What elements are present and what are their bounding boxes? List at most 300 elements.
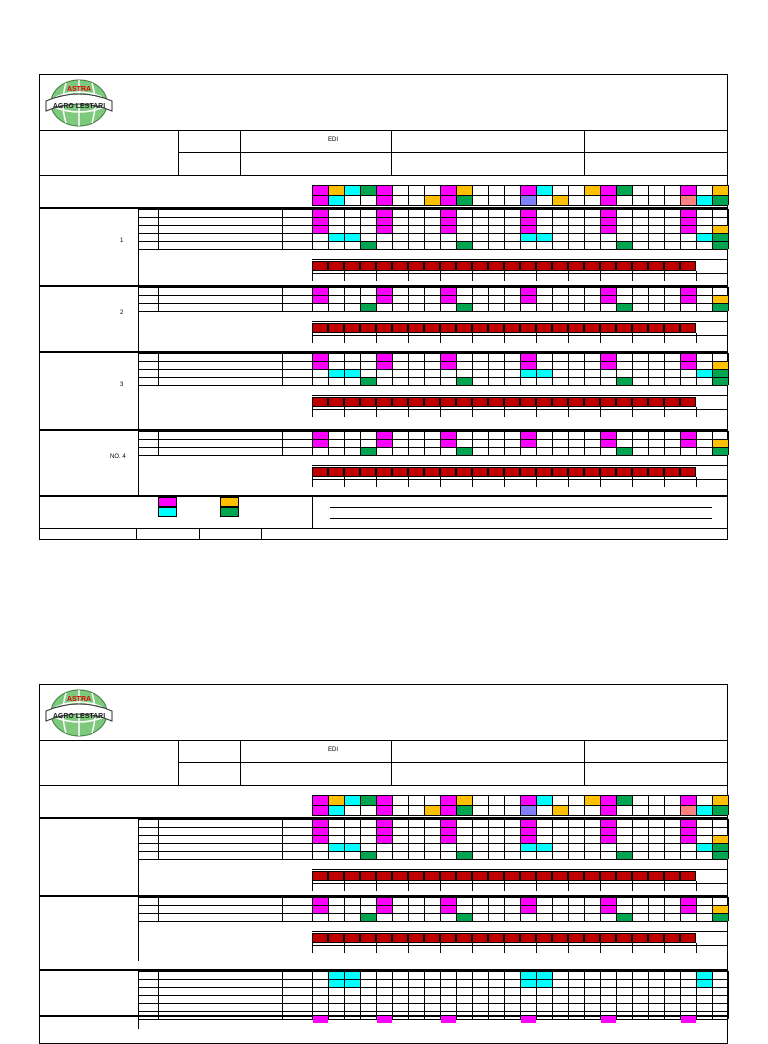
red-bar-cell — [584, 397, 600, 407]
red-bar-cell — [360, 323, 376, 333]
red-bar-cell — [632, 467, 648, 477]
schedule-cell — [537, 234, 552, 241]
red-bar-cell — [664, 467, 680, 477]
red-bar-cell — [456, 261, 472, 271]
schedule-cell — [601, 288, 616, 295]
schedule-cell — [601, 828, 616, 835]
red-bar-cell — [584, 871, 600, 881]
schedule-cell — [313, 186, 328, 195]
schedule-cell — [537, 186, 552, 195]
red-bar-cell — [456, 871, 472, 881]
legend-cyan — [158, 507, 177, 517]
schedule-cell — [377, 906, 392, 913]
red-bar-cell — [504, 397, 520, 407]
schedule-cell — [601, 362, 616, 369]
schedule-cell — [713, 370, 728, 377]
schedule-cell — [521, 432, 536, 439]
schedule-cell — [521, 354, 536, 361]
schedule-cell — [377, 440, 392, 447]
schedule-cell — [361, 448, 376, 455]
red-bar-cell — [504, 467, 520, 477]
red-bar-cell — [424, 323, 440, 333]
schedule-cell — [713, 196, 728, 205]
red-bar-cell — [680, 261, 696, 271]
red-bar-cell — [392, 467, 408, 477]
red-bar-cell — [376, 323, 392, 333]
schedule-cell — [601, 796, 616, 805]
logo-text-astra: ASTRA — [66, 86, 92, 93]
schedule-sheet-1 — [39, 74, 728, 540]
red-bar-cell — [568, 933, 584, 943]
schedule-cell — [521, 196, 536, 205]
red-bar-cell — [408, 933, 424, 943]
schedule-cell — [329, 234, 344, 241]
schedule-cell — [521, 234, 536, 241]
red-bar-cell — [552, 933, 568, 943]
red-bar-cell — [360, 261, 376, 271]
schedule-cell — [377, 354, 392, 361]
schedule-cell — [441, 898, 456, 905]
schedule-cell — [441, 362, 456, 369]
red-bar-cell — [472, 933, 488, 943]
schedule-cell — [441, 440, 456, 447]
red-bar-cell — [488, 397, 504, 407]
red-bar-cell — [328, 467, 344, 477]
schedule-cell — [361, 378, 376, 385]
red-bar-cell — [504, 871, 520, 881]
schedule-cell — [377, 196, 392, 205]
schedule-cell — [329, 186, 344, 195]
schedule-cell — [521, 1016, 536, 1023]
red-bar-cell — [536, 467, 552, 477]
red-bar-cell — [392, 933, 408, 943]
schedule-cell — [617, 796, 632, 805]
red-bar-cell — [392, 397, 408, 407]
red-bar-cell — [520, 397, 536, 407]
schedule-cell — [681, 218, 696, 225]
red-bar-cell — [600, 467, 616, 477]
red-bar-cell — [632, 871, 648, 881]
red-bar-cell — [568, 871, 584, 881]
schedule-cell — [457, 378, 472, 385]
schedule-cell — [329, 806, 344, 815]
red-bar-cell — [312, 261, 328, 271]
red-bar-cell — [648, 933, 664, 943]
schedule-cell — [617, 304, 632, 311]
red-bar-cell — [376, 467, 392, 477]
red-bar-cell — [344, 261, 360, 271]
schedule-cell — [441, 226, 456, 233]
red-bar-cell — [568, 323, 584, 333]
red-bar-cell — [488, 261, 504, 271]
schedule-cell — [521, 844, 536, 851]
schedule-cell — [553, 196, 568, 205]
schedule-cell — [441, 218, 456, 225]
red-bar-cell — [664, 397, 680, 407]
red-bar-cell — [408, 871, 424, 881]
schedule-cell — [713, 796, 728, 805]
schedule-cell — [601, 806, 616, 815]
red-bar-cell — [536, 933, 552, 943]
schedule-cell — [521, 370, 536, 377]
red-bar-cell — [504, 323, 520, 333]
red-bar-cell — [408, 467, 424, 477]
schedule-cell — [601, 906, 616, 913]
schedule-cell — [601, 296, 616, 303]
red-bar-cell — [504, 261, 520, 271]
schedule-cell — [697, 234, 712, 241]
red-bar-cell — [648, 323, 664, 333]
schedule-cell — [377, 898, 392, 905]
legend-green — [220, 507, 239, 517]
red-bar-cell — [360, 467, 376, 477]
schedule-cell — [681, 820, 696, 827]
red-bar-cell — [536, 871, 552, 881]
schedule-cell — [713, 806, 728, 815]
red-bar-cell — [440, 397, 456, 407]
red-bar-cell — [488, 871, 504, 881]
red-bar-cell — [344, 323, 360, 333]
red-bar-cell — [616, 397, 632, 407]
schedule-cell — [313, 806, 328, 815]
schedule-cell — [313, 226, 328, 233]
red-bar-cell — [424, 397, 440, 407]
schedule-cell — [313, 210, 328, 217]
schedule-cell — [377, 362, 392, 369]
schedule-cell — [457, 304, 472, 311]
group-label: 3 — [120, 382, 124, 388]
schedule-cell — [713, 296, 728, 303]
schedule-cell — [681, 196, 696, 205]
schedule-cell — [601, 210, 616, 217]
schedule-cell — [553, 806, 568, 815]
schedule-cell — [377, 1016, 392, 1023]
header-name: EDI — [328, 747, 339, 753]
schedule-cell — [617, 852, 632, 859]
astra-agro-lestari-logo — [42, 687, 116, 739]
schedule-cell — [521, 186, 536, 195]
schedule-cell — [329, 844, 344, 851]
red-bar-cell — [520, 467, 536, 477]
schedule-cell — [441, 806, 456, 815]
red-bar-cell — [680, 871, 696, 881]
schedule-cell — [601, 196, 616, 205]
red-bar-cell — [600, 871, 616, 881]
schedule-cell — [681, 362, 696, 369]
schedule-cell — [697, 196, 712, 205]
red-bar-cell — [328, 397, 344, 407]
schedule-cell — [521, 898, 536, 905]
red-bar-cell — [392, 261, 408, 271]
red-bar-cell — [648, 467, 664, 477]
schedule-cell — [601, 1016, 616, 1023]
red-bar-cell — [536, 323, 552, 333]
red-bar-cell — [488, 933, 504, 943]
schedule-cell — [377, 210, 392, 217]
red-bar-cell — [616, 323, 632, 333]
schedule-cell — [697, 806, 712, 815]
red-bar-cell — [616, 261, 632, 271]
schedule-cell — [425, 196, 440, 205]
schedule-cell — [681, 796, 696, 805]
schedule-cell — [313, 296, 328, 303]
schedule-cell — [345, 844, 360, 851]
schedule-cell — [521, 906, 536, 913]
group-label: 1 — [120, 238, 124, 244]
red-bar-cell — [648, 261, 664, 271]
schedule-cell — [537, 844, 552, 851]
red-bar-cell — [472, 467, 488, 477]
red-bar-cell — [600, 933, 616, 943]
red-bar-cell — [584, 467, 600, 477]
schedule-cell — [313, 354, 328, 361]
red-bar-cell — [456, 933, 472, 943]
schedule-cell — [537, 370, 552, 377]
schedule-cell — [521, 828, 536, 835]
schedule-cell — [681, 1016, 696, 1023]
schedule-cell — [585, 796, 600, 805]
red-bar-cell — [680, 933, 696, 943]
schedule-cell — [313, 828, 328, 835]
schedule-cell — [521, 820, 536, 827]
schedule-cell — [617, 186, 632, 195]
red-bar-cell — [456, 397, 472, 407]
schedule-cell — [521, 440, 536, 447]
schedule-cell — [537, 980, 552, 987]
red-bar-cell — [360, 397, 376, 407]
schedule-cell — [441, 354, 456, 361]
schedule-cell — [345, 234, 360, 241]
schedule-cell — [713, 304, 728, 311]
schedule-cell — [441, 432, 456, 439]
red-bar-cell — [520, 871, 536, 881]
red-bar-cell — [456, 323, 472, 333]
red-bar-cell — [632, 933, 648, 943]
schedule-cell — [377, 820, 392, 827]
red-bar-cell — [328, 871, 344, 881]
schedule-cell — [441, 186, 456, 195]
schedule-cell — [681, 898, 696, 905]
schedule-cell — [345, 796, 360, 805]
schedule-cell — [617, 448, 632, 455]
red-bar-cell — [408, 397, 424, 407]
logo-text-agro-lestari: AGRO LESTARI — [52, 103, 106, 110]
red-bar-cell — [584, 261, 600, 271]
schedule-cell — [521, 210, 536, 217]
schedule-cell — [521, 288, 536, 295]
schedule-cell — [681, 226, 696, 233]
schedule-cell — [457, 806, 472, 815]
schedule-cell — [713, 226, 728, 233]
schedule-cell — [377, 186, 392, 195]
red-bar-cell — [568, 467, 584, 477]
schedule-cell — [313, 432, 328, 439]
schedule-cell — [425, 806, 440, 815]
red-bar-cell — [584, 323, 600, 333]
schedule-cell — [713, 906, 728, 913]
schedule-cell — [377, 806, 392, 815]
schedule-cell — [313, 898, 328, 905]
schedule-cell — [313, 820, 328, 827]
schedule-cell — [601, 226, 616, 233]
red-bar-cell — [408, 323, 424, 333]
schedule-cell — [713, 242, 728, 249]
red-bar-cell — [568, 261, 584, 271]
red-bar-cell — [536, 397, 552, 407]
schedule-cell — [713, 836, 728, 843]
schedule-cell — [377, 836, 392, 843]
red-bar-cell — [376, 261, 392, 271]
schedule-cell — [697, 980, 712, 987]
astra-agro-lestari-logo — [42, 77, 116, 129]
red-bar-cell — [584, 933, 600, 943]
schedule-cell — [377, 432, 392, 439]
schedule-cell — [313, 196, 328, 205]
schedule-cell — [681, 440, 696, 447]
group-label: 2 — [120, 310, 124, 316]
schedule-cell — [521, 218, 536, 225]
schedule-cell — [457, 186, 472, 195]
schedule-cell — [681, 906, 696, 913]
red-bar-cell — [344, 467, 360, 477]
legend-orange — [220, 497, 239, 507]
schedule-cell — [601, 218, 616, 225]
schedule-cell — [681, 288, 696, 295]
schedule-cell — [681, 836, 696, 843]
red-bar-cell — [488, 467, 504, 477]
red-bar-cell — [376, 933, 392, 943]
red-bar-cell — [632, 397, 648, 407]
schedule-cell — [681, 806, 696, 815]
red-bar-cell — [600, 261, 616, 271]
schedule-cell — [345, 980, 360, 987]
schedule-cell — [713, 440, 728, 447]
schedule-cell — [537, 972, 552, 979]
red-bar-cell — [520, 323, 536, 333]
schedule-cell — [457, 796, 472, 805]
schedule-cell — [313, 288, 328, 295]
schedule-cell — [681, 432, 696, 439]
schedule-cell — [521, 806, 536, 815]
schedule-cell — [521, 796, 536, 805]
schedule-cell — [441, 820, 456, 827]
schedule-cell — [377, 796, 392, 805]
red-bar-cell — [440, 467, 456, 477]
schedule-cell — [313, 906, 328, 913]
red-bar-cell — [424, 467, 440, 477]
red-bar-cell — [328, 933, 344, 943]
schedule-cell — [377, 288, 392, 295]
schedule-cell — [601, 440, 616, 447]
red-bar-cell — [344, 871, 360, 881]
schedule-cell — [521, 836, 536, 843]
schedule-cell — [521, 296, 536, 303]
schedule-cell — [441, 288, 456, 295]
schedule-cell — [521, 226, 536, 233]
header-name: EDI — [328, 137, 339, 143]
red-bar-cell — [312, 467, 328, 477]
red-bar-cell — [632, 261, 648, 271]
red-bar-cell — [600, 323, 616, 333]
red-bar-cell — [616, 871, 632, 881]
schedule-cell — [329, 980, 344, 987]
schedule-cell — [377, 828, 392, 835]
schedule-cell — [521, 972, 536, 979]
schedule-cell — [441, 796, 456, 805]
schedule-cell — [313, 218, 328, 225]
schedule-cell — [713, 234, 728, 241]
red-bar-cell — [472, 323, 488, 333]
schedule-cell — [713, 852, 728, 859]
red-bar-cell — [680, 467, 696, 477]
red-bar-cell — [632, 323, 648, 333]
red-bar-cell — [648, 397, 664, 407]
red-bar-cell — [360, 933, 376, 943]
red-bar-cell — [312, 933, 328, 943]
schedule-cell — [329, 972, 344, 979]
red-bar-cell — [520, 933, 536, 943]
logo-text-agro-lestari: AGRO LESTARI — [52, 713, 106, 720]
red-bar-cell — [664, 871, 680, 881]
schedule-cell — [521, 980, 536, 987]
red-bar-cell — [488, 323, 504, 333]
schedule-cell — [441, 906, 456, 913]
schedule-cell — [713, 844, 728, 851]
schedule-cell — [377, 218, 392, 225]
red-bar-cell — [472, 261, 488, 271]
schedule-cell — [713, 362, 728, 369]
schedule-cell — [537, 796, 552, 805]
schedule-cell — [329, 196, 344, 205]
red-bar-cell — [552, 261, 568, 271]
logo-text-astra: ASTRA — [66, 696, 92, 703]
schedule-cell — [329, 796, 344, 805]
schedule-cell — [457, 242, 472, 249]
red-bar-cell — [440, 871, 456, 881]
schedule-cell — [681, 210, 696, 217]
red-bar-cell — [392, 323, 408, 333]
schedule-cell — [697, 844, 712, 851]
schedule-cell — [601, 432, 616, 439]
red-bar-cell — [552, 397, 568, 407]
red-bar-cell — [392, 871, 408, 881]
schedule-cell — [713, 914, 728, 921]
schedule-cell — [681, 828, 696, 835]
schedule-cell — [313, 836, 328, 843]
red-bar-cell — [456, 467, 472, 477]
schedule-cell — [601, 354, 616, 361]
red-bar-cell — [328, 261, 344, 271]
red-bar-cell — [408, 261, 424, 271]
red-bar-cell — [472, 397, 488, 407]
schedule-cell — [697, 972, 712, 979]
schedule-cell — [457, 914, 472, 921]
schedule-cell — [697, 370, 712, 377]
red-bar-cell — [376, 871, 392, 881]
red-bar-cell — [440, 933, 456, 943]
red-bar-cell — [600, 397, 616, 407]
schedule-cell — [361, 242, 376, 249]
red-bar-cell — [664, 933, 680, 943]
schedule-cell — [457, 448, 472, 455]
red-bar-cell — [520, 261, 536, 271]
legend-magenta — [158, 497, 177, 507]
schedule-cell — [681, 296, 696, 303]
schedule-cell — [345, 186, 360, 195]
red-bar-cell — [680, 323, 696, 333]
red-bar-cell — [312, 871, 328, 881]
schedule-cell — [441, 828, 456, 835]
